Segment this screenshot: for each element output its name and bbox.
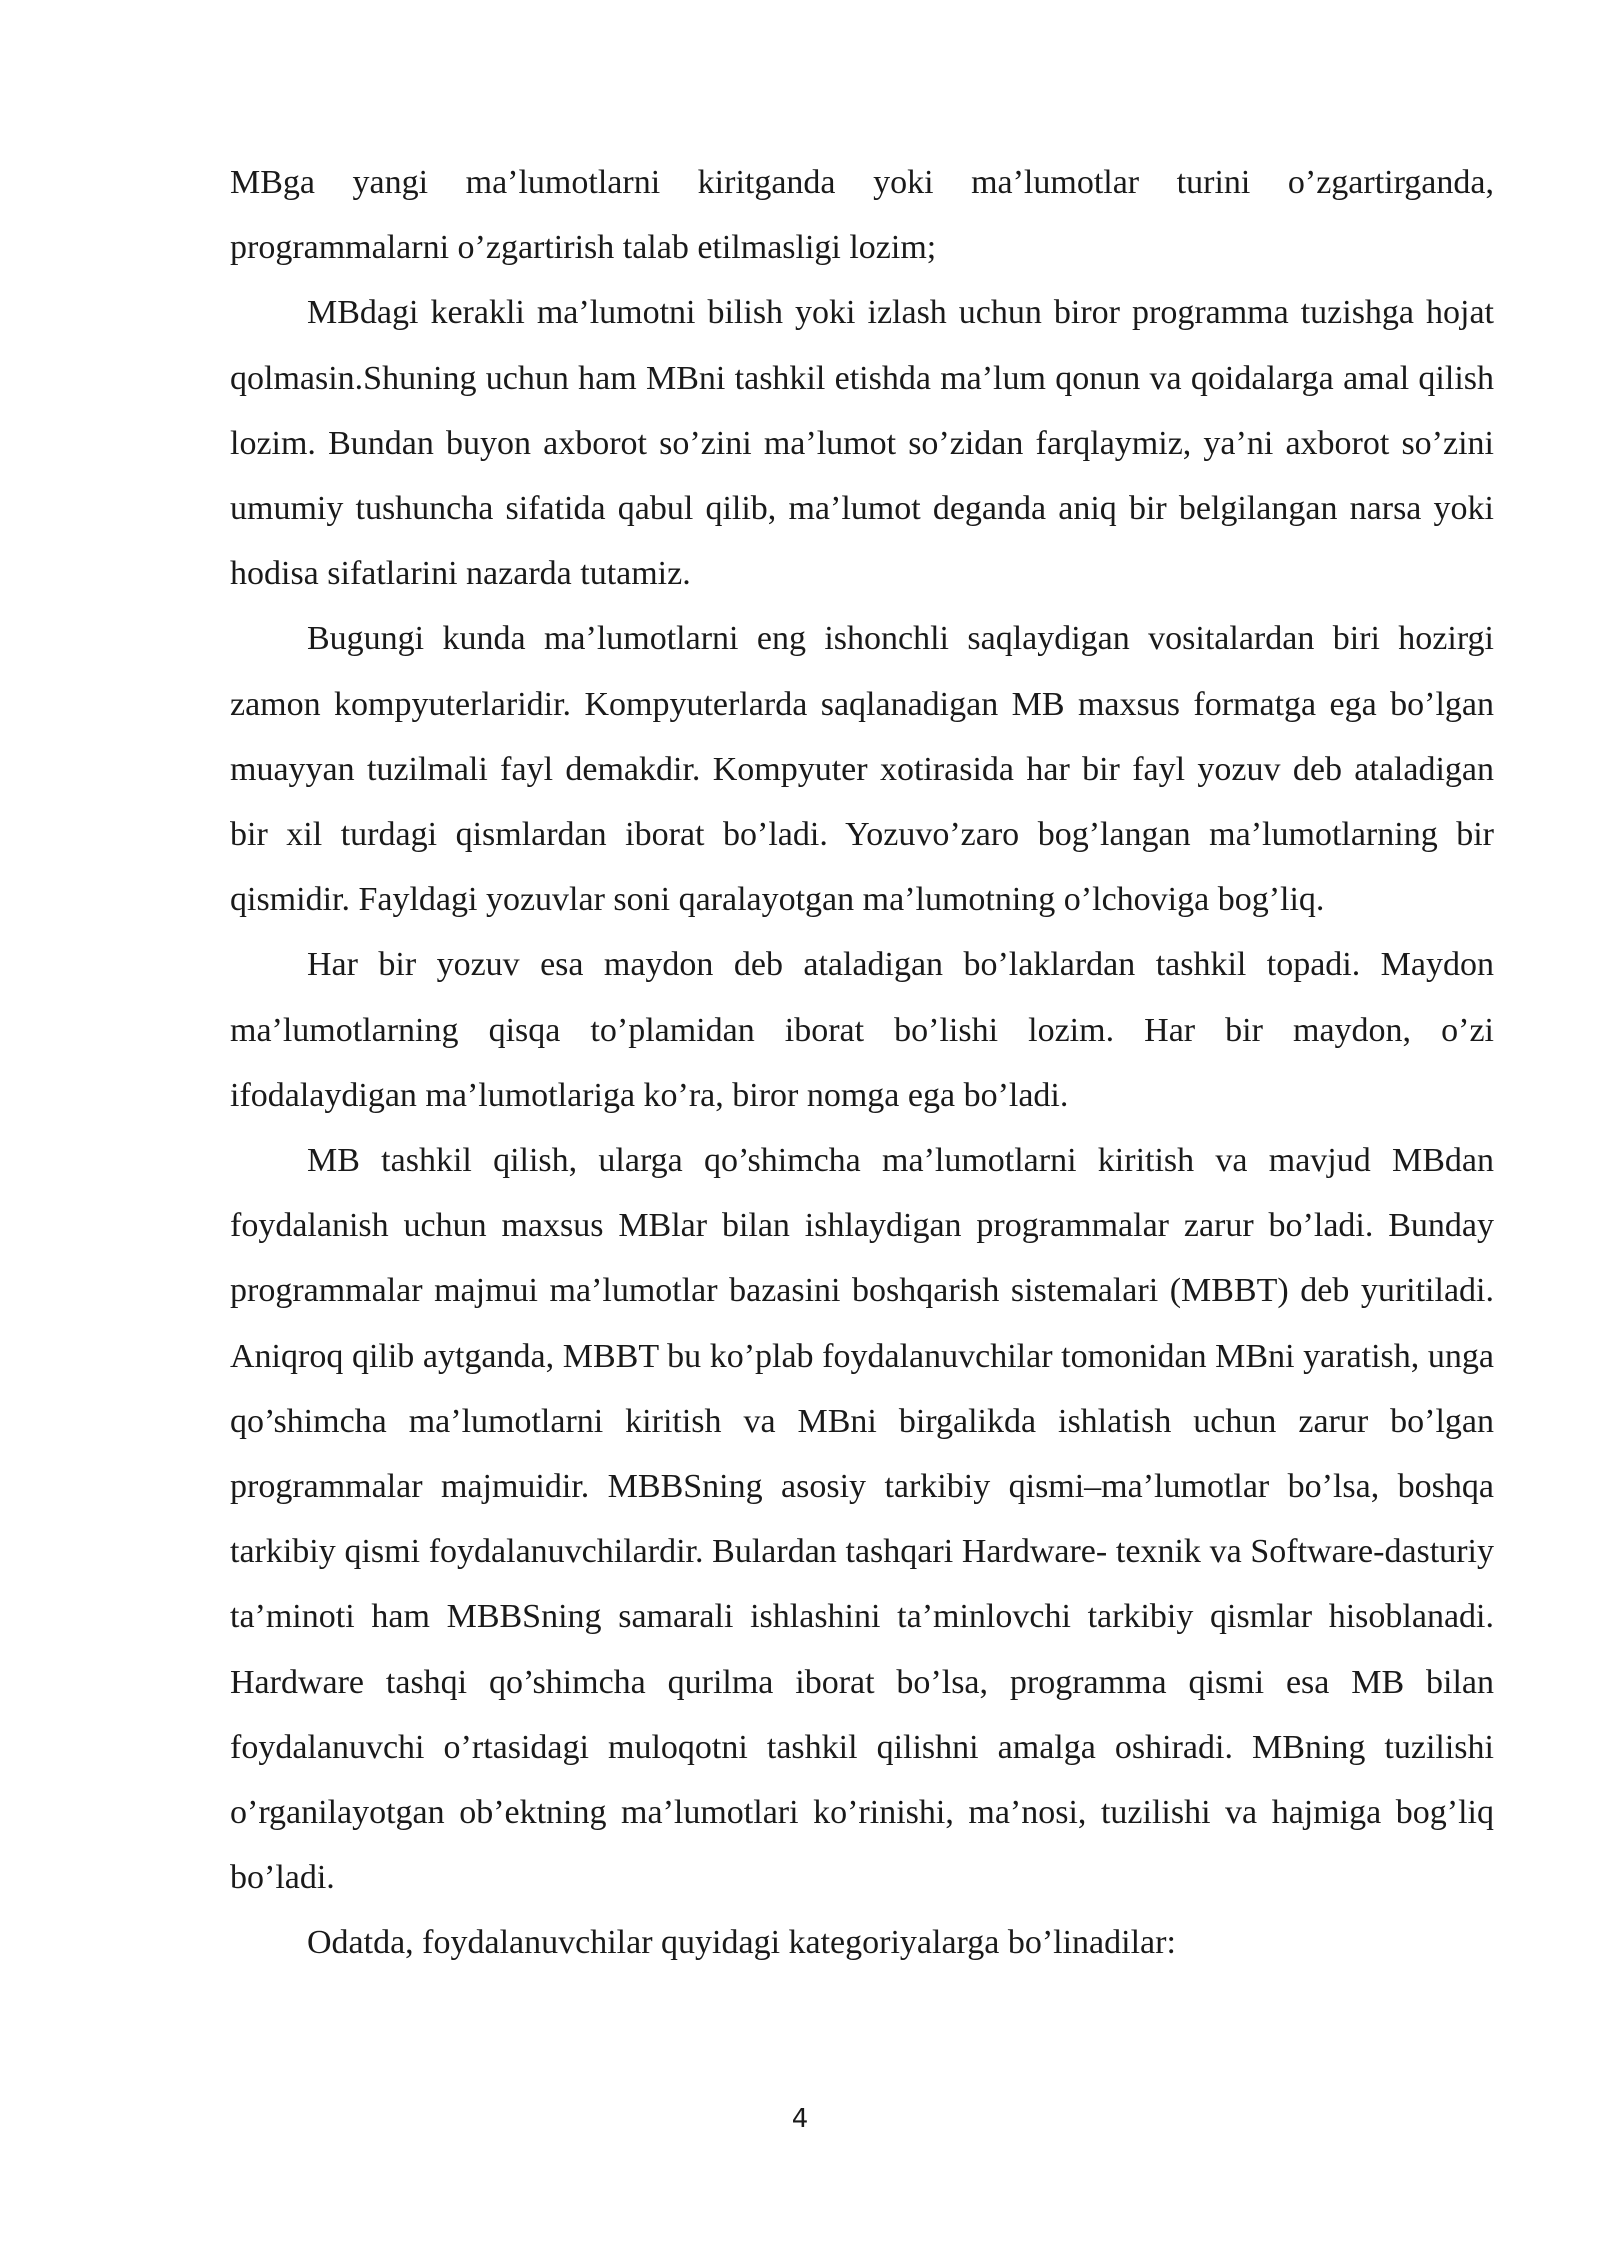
paragraph-1: MBga yangi ma’lumotlarni kiritganda yoki ma’lumotlar turini o’zgartirganda, programmalarni o’zgartirish talab etilmasligi lozim; (230, 164, 1494, 267)
page-number: 4 (791, 2104, 809, 2134)
paragraph-4: Har bir yozuv esa maydon deb ataladigan bo’laklardan tashkil topadi. Maydon ma’lumotlarning qisqa to’plamidan iborat bo’lishi lozim. Har bir maydon, o’zi ifodalaydigan ma’lumotlariga ko’ra, biror nomga ega bo’ladi. (230, 946, 1494, 1114)
paragraph-6: Odatda, foydalanuvchilar quyidagi kategoriyalarga bo’linadilar: (307, 1924, 1176, 1962)
paragraph-3: Bugungi kunda ma’lumotlarni eng ishonchli saqlaydigan vositalardan biri hozirgi zamon kompyuterlaridir. Kompyuterlarda saqlanadigan MB maxsus formatga ega bo’lgan muayyan tuzilmali fayl demakdir. Kompyuter xotirasida har bir fayl yozuv deb ataladigan bir xil turdagi qismlardan iborat bo’ladi. Yozuvo’zaro bog’langan ma’lumotlarning bir qismidir. Fayldagi yozuvlar soni qaralayotgan ma’lumotning o’lchoviga bog’liq. (230, 620, 1494, 919)
paragraph-5: MB tashkil qilish, ularga qo’shimcha ma’lumotlarni kiritish va mavjud MBdan foydalanish uchun maxsus MBlar bilan ishlaydigan programmalar zarur bo’ladi. Bunday programmalar majmui ma’lumotlar bazasini boshqarish sistemalari (MBBT) deb yuritiladi. Aniqroq qilib aytganda, MBBT bu ko’plab foydalanuvchilar tomonidan MBni yaratish, unga qo’shimcha ma’lumotlarni kiritish va MBni birgalikda ishlatish uchun zarur bo’lgan programmalar majmuidir. MBBSning asosiy tarkibiy qismi–ma’lumotlar bo’lsa, boshqa tarkibiy qismi foydalanuvchilardir. Bulardan tashqari Hardware- texnik va Software-dasturiy ta’minoti ham MBBSning samarali ishlashini ta’minlovchi tarkibiy qismlar hisoblanadi. Hardware tashqi qo’shimcha qurilma iborat bo’lsa, programma qismi esa MB bilan foydalanuvchi o’rtasidagi muloqotni tashkil qilishni amalga oshiradi. MBning tuzilishi o’rganilayotgan ob’ektning ma’lumotlari ko’rinishi, ma’nosi, tuzilishi va hajmiga bog’liq bo’ladi. (230, 1142, 1494, 1897)
body-text (230, 150, 1494, 1976)
paragraph-2: MBdagi kerakli ma’lumotni bilish yoki izlash uchun biror programma tuzishga hojat qolmasin.Shuning uchun ham MBni tashkil etishda ma’lum qonun va qoidalarga amal qilish lozim. Bundan buyon axborot so’zini ma’lumot so’zidan farqlaymiz, ya’ni axborot so’zini umumiy tushuncha sifatida qabul qilib, ma’lumot deganda aniq bir belgilangan narsa yoki hodisa sifatlarini nazarda tutamiz. (230, 294, 1494, 593)
